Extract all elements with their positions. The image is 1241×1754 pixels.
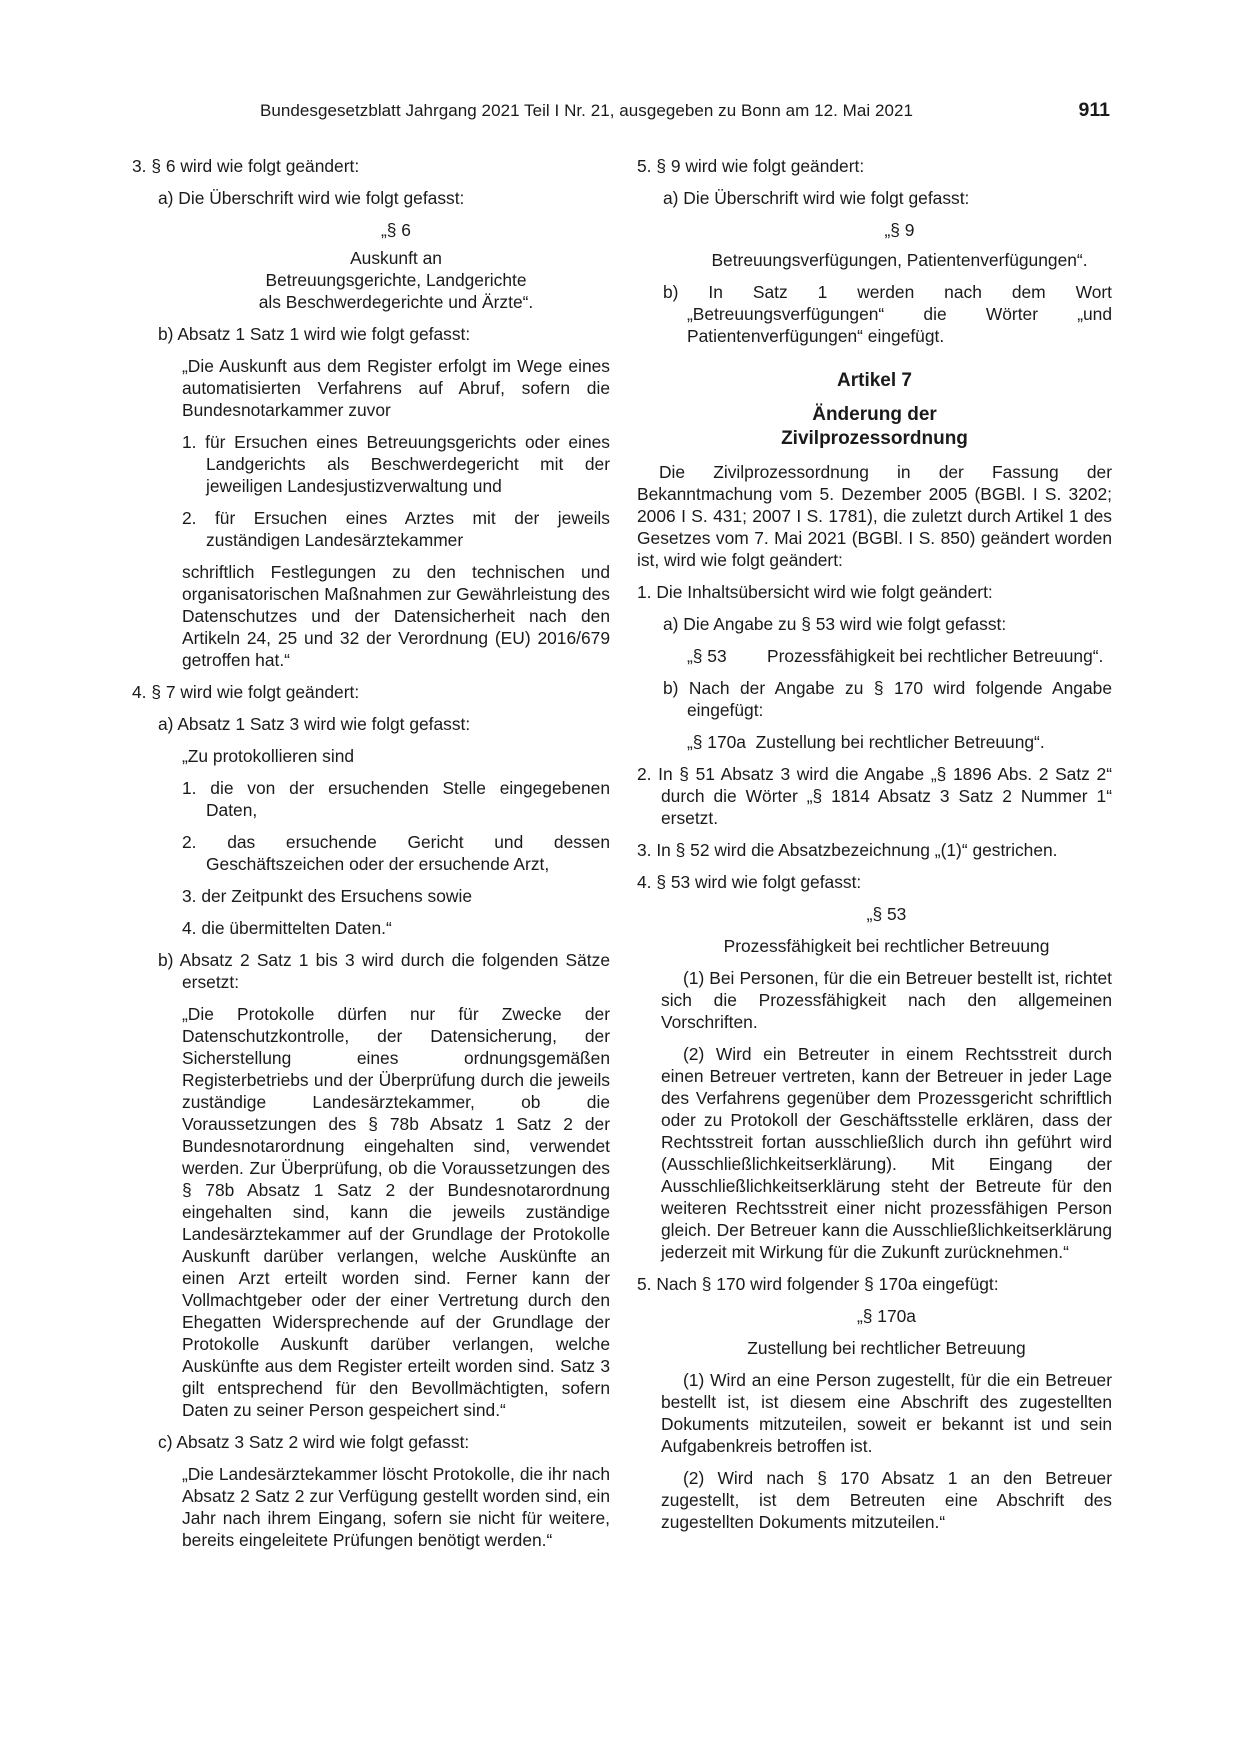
item-5: 5. § 9 wird wie folgt geändert: [637, 156, 865, 176]
article-title-line2: Zivilprozessordnung [781, 428, 968, 449]
right-column [637, 155, 1112, 1543]
item-3: 3. § 6 wird wie folgt geändert: [132, 156, 360, 176]
protokoll-item-3: 3. der Zeitpunkt des Ersuchens sowie [182, 886, 472, 906]
section-6-heading [182, 247, 610, 313]
article-intro: Die Zivilprozessordnung in der Fassung der Bekanntmachung vom 5. Dezember 2005 (BGBl. I S. 3202; 2006 I S. 431; 2007 I S. 1781), die zuletzt durch Artikel 1 des Gesetzes vom 7. Mai 2021 (BGBl. I S. 850) geändert worden ist, wird wie folgt geändert: [637, 462, 1112, 570]
quote-protokolle: „Die Protokolle dürfen nur für Zwecke der Datenschutzkontrolle, der Datensicherung, der Sicherstellung eines ordnungsgemäßen Registerbetriebs und der Überprüfung durch die jeweils zuständige Landesärztekammer, ob die Voraussetzungen des § 78b Absatz 1 Satz 2 der Bundesnotarordnung eingehalten sind, verwendet werden. Zur Überprüfung, ob die Voraussetzungen des § 78b Absatz 1 Satz 2 der Bundesnotarordnung eingehalten sind, kann die jeweils zuständige Landesärztekammer auf der Grundlage der Protokolle Auskunft darüber verlangen, welche Auskünfte an einen Arzt erteilt worden sind. Ferner kann der Vollmachtgeber oder der einer Vertretung durch den Ehegatten Widersprechende auf der Grundlage der Protokolle Auskunft darüber verlangen, welche Auskünfte aus dem Register erteilt worden sind. Satz 3 gilt entsprechend für den Bevollmächtigten, sofern Daten zu seiner Person gespeichert sind.“ [182, 1004, 610, 1420]
toc-entry-53 [687, 645, 1112, 667]
item-3a: a) Die Überschrift wird wie folgt gefasst: [158, 188, 465, 208]
section-53-para-2: (2) Wird ein Betreuter in einem Rechtsstreit durch einen Betreuer vertreten, kann der Betreuer in jeder Lage des Verfahrens gegenüber dem Prozessgericht schriftlich oder zu Protokoll der Geschäftsstelle erklären, dass der Rechtsstreit fortan ausschließlich durch ihn geführt wird (Ausschließlichkeitserklärung). Mit Eingang der Ausschließlichkeitserklärung steht der Betreute für den weiteren Rechtsstreit einer nicht prozessfähigen Person gleich. Der Betreuer kann die Ausschließlichkeitserklärung jederzeit mit Wirkung für die Zukunft zurücknehmen.“ [661, 1044, 1112, 1262]
header-publication-line: Bundesgesetzblatt Jahrgang 2021 Teil I Nr. 21, ausgegeben zu Bonn am 12. Mai 2021 [260, 101, 914, 120]
section-170a-number: „§ 170a [857, 1306, 916, 1326]
item-5b: b) In Satz 1 werden nach dem Wort „Betreuungsverfügungen“ die Wörter „und Patientenverfügungen“ eingefügt. [663, 282, 1112, 346]
toc-entry-53-text: Prozessfähigkeit bei rechtlicher Betreuung“. [767, 646, 1104, 666]
zpo-item-4: 4. § 53 wird wie folgt gefasst: [637, 872, 862, 892]
quote-loeschung: „Die Landesärztekammer löscht Protokolle, die ihr nach Absatz 2 Satz 2 zur Verfügung gestellt worden sind, ein Jahr nach ihrem Eingang, sofern sie nicht für weitere, bereits eingeleitete Prüfungen benötigt werden.“ [182, 1464, 610, 1550]
section-6-heading-line3: als Beschwerdegerichte und Ärzte“. [258, 292, 534, 312]
zpo-item-3: 3. In § 52 wird die Absatzbezeichnung „(1)“ gestrichen. [637, 840, 1058, 860]
section-6-heading-line1: Auskunft an [350, 248, 442, 268]
section-170a-para-1: (1) Wird an eine Person zugestellt, für die ein Betreuer bestellt ist, ist diesem eine Abschrift des zugestellten Dokuments mitzuteilen, soweit er bekannt ist und sein Aufgabenkreis betroffen ist. [661, 1370, 1112, 1456]
zpo-item-1b: b) Nach der Angabe zu § 170 wird folgende Angabe eingefügt: [663, 678, 1112, 720]
page-header [260, 100, 1110, 126]
section-170a-para-2: (2) Wird nach § 170 Absatz 1 an den Betreuer zugestellt, ist dem Betreuten eine Abschrift des zugestellten Dokuments mitzuteilen.“ [661, 1468, 1112, 1532]
section-6-number: „§ 6 [381, 220, 411, 240]
page-number: 911 [1078, 99, 1110, 121]
quote-item-2: 2. für Ersuchen eines Arztes mit der jeweils zuständigen Landesärztekammer [182, 508, 610, 550]
section-9-heading: Betreuungsverfügungen, Patientenverfügungen“. [711, 250, 1088, 270]
section-53-heading: Prozessfähigkeit bei rechtlicher Betreuung [723, 936, 1050, 956]
item-5a: a) Die Überschrift wird wie folgt gefasst: [663, 188, 970, 208]
quote-item-1: 1. für Ersuchen eines Betreuungsgerichts oder eines Landgerichts als Beschwerdegericht mit der jeweiligen Landesjustizverwaltung und [182, 432, 610, 496]
toc-entry-170a: „§ 170a Zustellung bei rechtlicher Betreuung“. [687, 732, 1045, 752]
item-4a: a) Absatz 1 Satz 3 wird wie folgt gefasst: [158, 714, 471, 734]
quote-protokollieren: „Zu protokollieren sind [182, 746, 355, 766]
protokoll-item-1: 1. die von der ersuchenden Stelle eingegebenen Daten, [182, 778, 610, 820]
section-170a-heading: Zustellung bei rechtlicher Betreuung [747, 1338, 1026, 1358]
item-3b: b) Absatz 1 Satz 1 wird wie folgt gefasst: [158, 324, 471, 344]
section-53-para-1: (1) Bei Personen, für die ein Betreuer bestellt ist, richtet sich die Prozessfähigkeit nach den allgemeinen Vorschriften. [661, 968, 1112, 1032]
zpo-item-5: 5. Nach § 170 wird folgender § 170a eingefügt: [637, 1274, 999, 1294]
toc-entry-53-number: „§ 53 [687, 646, 727, 666]
section-53-number: „§ 53 [866, 904, 907, 924]
article-number: Artikel 7 [837, 370, 912, 391]
section-6-heading-line2: Betreuungsgerichte, Landgerichte [265, 270, 527, 290]
protokoll-item-2: 2. das ersuchende Gericht und dessen Geschäftszeichen oder der ersuchende Arzt, [182, 832, 610, 874]
section-9-number: „§ 9 [884, 220, 915, 240]
quote-auskunft: „Die Auskunft aus dem Register erfolgt im Wege eines automatisierten Verfahrens auf Abruf, sofern die Bundesnotarkammer zuvor [182, 356, 610, 420]
article-title-line1: Änderung der [812, 404, 937, 425]
zpo-item-1a: a) Die Angabe zu § 53 wird wie folgt gefasst: [663, 614, 1007, 634]
item-4: 4. § 7 wird wie folgt geändert: [132, 682, 360, 702]
zpo-item-2: 2. In § 51 Absatz 3 wird die Angabe „§ 1896 Abs. 2 Satz 2“ durch die Wörter „§ 1814 Absatz 3 Satz 2 Nummer 1“ ersetzt. [637, 764, 1112, 828]
protokoll-item-4: 4. die übermittelten Daten.“ [182, 918, 392, 938]
left-column [132, 155, 610, 1561]
zpo-item-1: 1. Die Inhaltsübersicht wird wie folgt geändert: [637, 582, 993, 602]
item-4c: c) Absatz 3 Satz 2 wird wie folgt gefasst: [158, 1432, 470, 1452]
item-4b: b) Absatz 2 Satz 1 bis 3 wird durch die folgenden Sätze ersetzt: [158, 950, 610, 992]
quote-continuation: schriftlich Festlegungen zu den technischen und organisatorischen Maßnahmen zur Gewährleistung des Datenschutzes und der Datensicherheit nach den Artikeln 24, 25 und 32 der Verordnung (EU) 2016/679 getroffen hat.“ [182, 562, 610, 670]
